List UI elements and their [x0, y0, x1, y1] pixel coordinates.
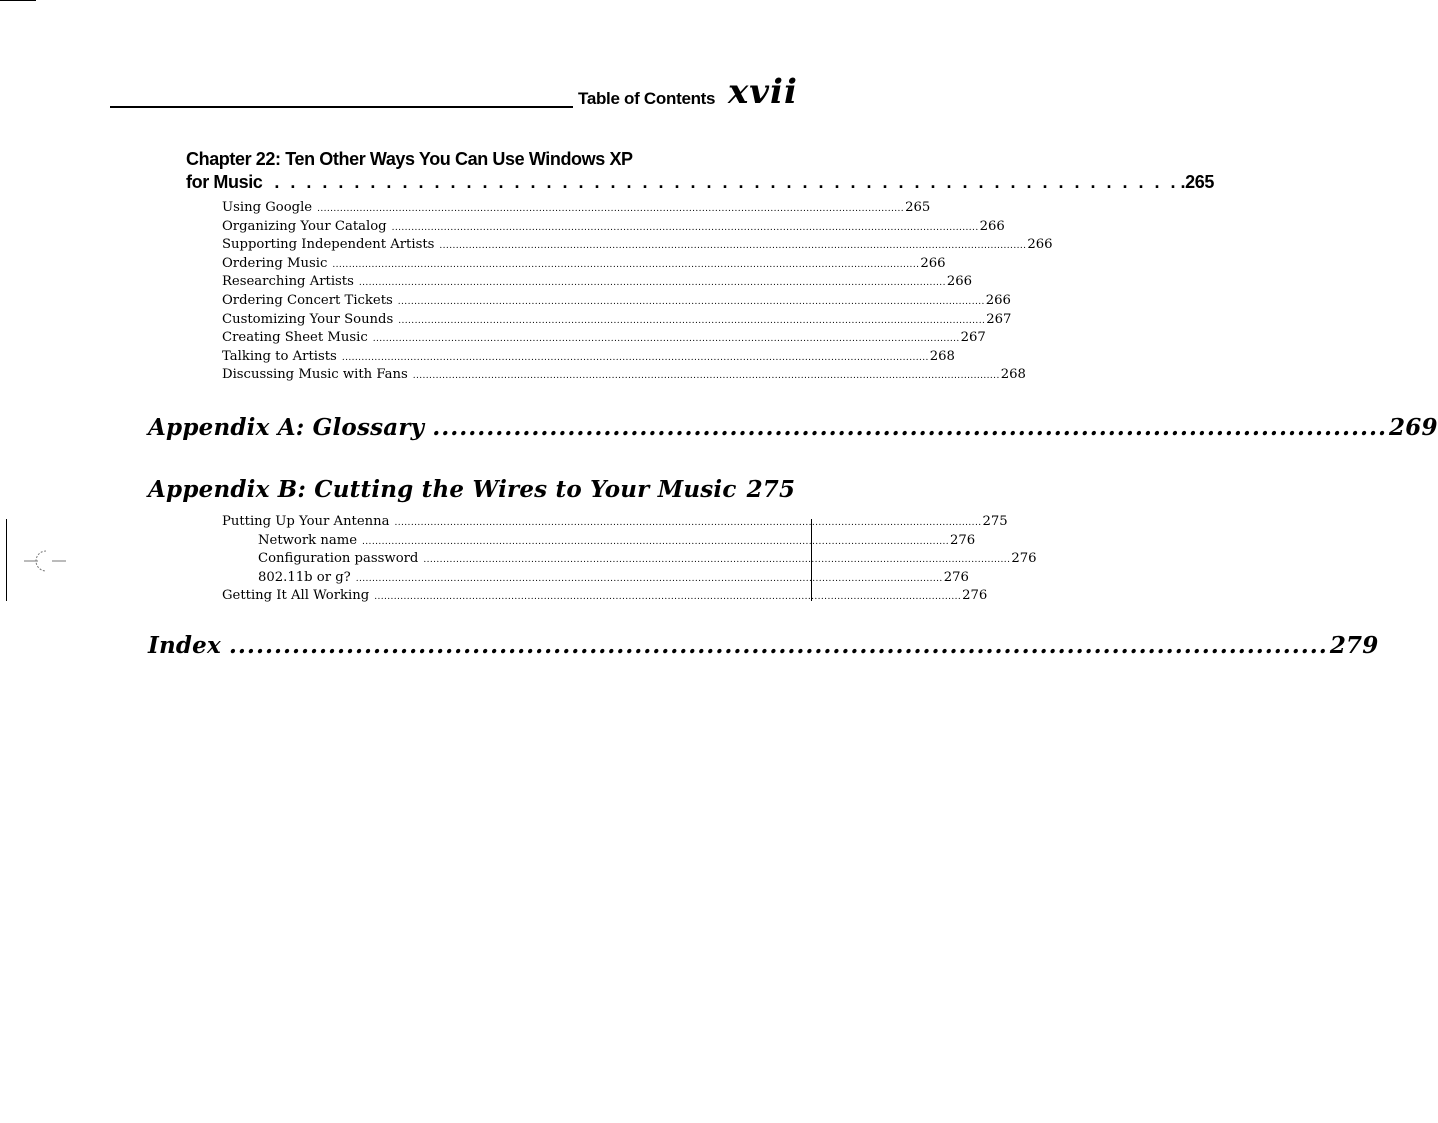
toc-entry-label: Getting It All Working	[222, 588, 370, 604]
dot-leader: ....................................................................................................................................................................................	[391, 222, 979, 233]
appendix-a-title: Appendix A: Glossary	[148, 414, 425, 441]
toc-entry-label: Talking to Artists	[222, 348, 337, 364]
toc-entry-label: Ordering Music	[222, 255, 328, 271]
toc-entry[interactable]	[222, 218, 1005, 237]
dot-leader: ....................................................................................................................................................................................	[394, 518, 982, 528]
toc-entry-page: 276	[943, 569, 969, 585]
toc-entry-label: Customizing Your Sounds	[222, 311, 394, 327]
toc-entry-page: 266	[979, 218, 1005, 234]
toc-entry[interactable]	[222, 513, 1008, 532]
toc-entry[interactable]	[222, 348, 955, 367]
appendix-b-heading[interactable]	[148, 476, 796, 503]
toc-entry-page: 267	[960, 330, 986, 346]
dot-leader: ....................................................................................................................................................................................	[332, 259, 920, 270]
index-title: Index	[148, 632, 221, 659]
toc-entry[interactable]	[222, 311, 1012, 330]
index-page: 279	[1329, 632, 1379, 659]
toc-entry-label: Organizing Your Catalog	[222, 218, 387, 234]
toc-entry-label: Supporting Independent Artists	[222, 237, 435, 253]
dot-leader: ....................................................................................................................................................................................	[317, 204, 905, 214]
running-header-title: Table of Contents	[578, 89, 716, 108]
toc-entry[interactable]	[222, 292, 1011, 311]
toc-entry-label: Discussing Music with Fans	[222, 367, 408, 383]
toc-entry-label: 802.11b or g?	[258, 569, 351, 585]
toc-entry-page: 268	[1000, 367, 1026, 383]
toc-entry-page: 276	[962, 588, 988, 604]
dot-leader: ....................................................................................................................................................................................	[355, 573, 943, 584]
toc-entry-label: Researching Artists	[222, 274, 354, 290]
toc-entry[interactable]	[222, 236, 1053, 255]
appendix-a-heading[interactable]	[148, 414, 1438, 441]
chapter-page-number: .265	[1180, 172, 1214, 192]
dot-leader: ..........................................................................................................	[432, 414, 1388, 441]
dot-leader: ....................................................................................................................................................................................	[398, 315, 986, 326]
index-heading[interactable]	[148, 632, 1379, 659]
page-folio: xvii	[728, 72, 798, 112]
toc-entry[interactable]	[222, 255, 946, 274]
dot-leader: ....................................................................................................................................................................................	[423, 555, 1011, 566]
dot-leader: ....................................................................................................................................................................................	[374, 592, 962, 603]
toc-entry-label: Putting Up Your Antenna	[222, 514, 390, 529]
toc-subentry[interactable]	[222, 532, 976, 551]
crop-mark-top-left	[0, 0, 36, 1]
toc-entry-label: Network name	[258, 532, 358, 548]
toc-entry-label: Configuration password	[258, 551, 419, 567]
toc-entry[interactable]	[222, 329, 986, 348]
dot-leader: ....................................................................................................................................................................................	[439, 241, 1027, 252]
registration-mark-icon	[24, 549, 66, 573]
appendix-a-page: 269	[1389, 414, 1438, 441]
toc-entry-page: 267	[986, 311, 1012, 327]
toc-entry-label: Creating Sheet Music	[222, 330, 368, 346]
toc-entry-label: Using Google	[222, 200, 313, 215]
header-rule	[110, 106, 573, 108]
appendix-b-title: Appendix B: Cutting the Wires to Your Music	[148, 476, 737, 503]
toc-entry-page: 276	[1011, 551, 1037, 567]
toc-entry-page: 266	[985, 292, 1011, 308]
toc-entry[interactable]	[222, 366, 1026, 385]
toc-entry[interactable]	[222, 199, 931, 218]
toc-entry-page: 266	[920, 255, 946, 271]
toc-entry-page: 265	[905, 200, 931, 215]
appendix-b-entries	[222, 513, 1037, 606]
dot-leader: ..........................................................................................................................	[228, 632, 1328, 659]
toc-entry-label: Ordering Concert Tickets	[222, 292, 393, 308]
toc-entry-page: 276	[949, 532, 976, 548]
dot-leader: ....................................................................................................................................................................................	[412, 371, 1000, 382]
chapter-title-line2	[186, 172, 1214, 193]
dot-leader: ....................................................................................................................................................................................	[372, 334, 960, 345]
dot-leader: . . . . . . . . . . . . . . . . . . . . . . . . . . . . . . . . . . . . . . . . . . . . . . . . . . . . . . . . .	[274, 172, 1179, 192]
toc-entry[interactable]	[222, 273, 972, 292]
chapter-title-text: for Music	[186, 172, 263, 192]
toc-entry[interactable]	[222, 587, 988, 606]
chapter-title-text: Chapter 22: Ten Other Ways You Can Use Windows XP	[186, 149, 633, 169]
crop-mark-left	[6, 519, 7, 601]
chapter22-entries	[222, 199, 1053, 385]
toc-entry-page: 268	[929, 348, 955, 364]
dot-leader: ....................................................................................................................................................................................	[358, 278, 946, 289]
toc-subentry[interactable]	[222, 550, 1037, 569]
dot-leader: ....................................................................................................................................................................................	[362, 536, 949, 547]
dot-leader: ....................................................................................................................................................................................	[341, 352, 929, 363]
toc-entry-page: 266	[946, 274, 972, 290]
dot-leader: ....................................................................................................................................................................................	[397, 296, 985, 307]
toc-entry-page: 266	[1027, 237, 1053, 253]
chapter-title-line1	[186, 149, 702, 170]
toc-subentry[interactable]	[222, 569, 969, 588]
appendix-b-page: 275	[746, 476, 796, 503]
toc-entry-page: 275	[982, 514, 1008, 529]
